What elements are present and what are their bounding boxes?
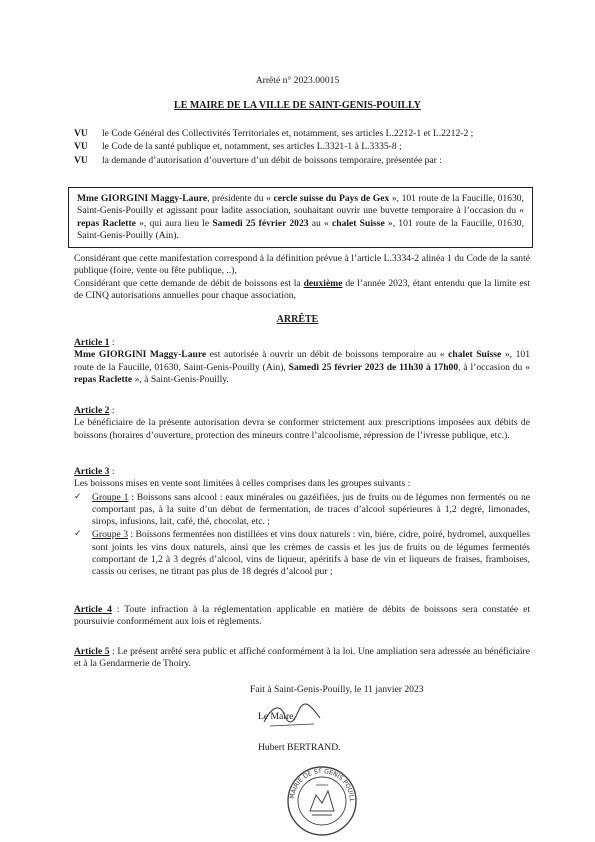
- group-text: : Boissons fermentées non distillées et vins doux naturels : vin, bière, cidre, poiré, hydromel, auxquelles sont joints les vins doux naturels, ainsi que les crèmes de cassis et les jus de fruits ou de légumes fermentés comportant de 1,2 à 3 degrés d’alcool, vins de liqueur, apéritifs à base de vin et liqueurs de fraises, framboises, cassis ou cerises, ne titrant pas plus de 18 degrés d’alcool pur ;: [92, 529, 530, 578]
- stamp-text: MAIRIE DE ST GENIS POUILL: [289, 767, 356, 802]
- place-date: Fait à Saint-Genis-Pouilly, le 11 janvier 2023: [250, 684, 424, 695]
- article-1: Article 1 : Mme GIORGINI Maggy-Laure est autorisée à ouvrir un débit de boissons temporaire au « chalet Suisse », 101 route de la Faucille, 01630, Saint-Genis-Pouilly (Ain), Samedi 25 février 2023 de 11h30 à 17h00, à l’occasion du « repas Raclette », à Saint-Genis-Pouilly.: [74, 337, 530, 385]
- venue-name: chalet Suisse: [331, 217, 385, 229]
- consideration-text: de l’année 2023, étant entendu que la limite est de CINQ autorisations annuelles pour chaque association,: [74, 278, 530, 302]
- requester-name: Mme GIORGINI Maggy-Laure: [77, 193, 208, 204]
- article-title: Article 4: [74, 604, 112, 615]
- requester-text: au «: [308, 217, 332, 229]
- event-datetime: Samedi 25 février 2023 de 11h30 à 17h00: [288, 361, 459, 373]
- article-4: [74, 604, 530, 629]
- requester-box: [68, 187, 533, 248]
- requester-text: », 101 route de la Faucille, 01630, Saint-Genis-Pouilly et agissant pour ladite association, souhaitant ouvrir une buvette temporaire à l’occasion du «: [77, 193, 524, 217]
- consideration-2: [74, 278, 530, 303]
- vu-label: VU: [74, 141, 88, 153]
- article-text: », 101 route de la Faucille, 01630, Saint-Genis-Pouilly (Ain),: [74, 349, 530, 373]
- maire-title: LE MAIRE DE LA VILLE DE SAINT-GENIS-POUILLY: [174, 100, 421, 111]
- article-title: Article 2: [74, 405, 110, 416]
- article-body: Le bénéficiaire de la présente autorisation devra se conformer strictement aux prescriptions imposées aux débits de boissons (horaires d’ouverture, protection des mineurs contre l’alcoolisme, répression de l’ivresse publique, etc.).: [74, 417, 530, 441]
- article-intro: Les boissons mises en vente sont limitées à celles comprises dans les groupes suivants :: [74, 478, 411, 490]
- article-text: , à l’occasion du «: [458, 361, 530, 373]
- vu-text: le Code de la santé publique et, notamment, ses articles L.3321-1 à L.3335-8 ;: [102, 141, 402, 153]
- requester-text: », 101 route de la Faucille, 01630, Saint-Genis-Pouilly (Ain).: [77, 217, 524, 241]
- list-item: [74, 492, 530, 529]
- handwritten-signature: [262, 700, 322, 730]
- ordinal: deuxième: [303, 278, 343, 289]
- article-text: est autorisée à ouvrir un débit de boissons temporaire au «: [206, 349, 449, 361]
- group-name: Groupe 3: [92, 529, 128, 541]
- vu-label: VU: [74, 128, 88, 139]
- requester-text: , présidente du «: [207, 193, 274, 204]
- vu-list: [74, 128, 514, 168]
- group-name: Groupe 1: [92, 491, 129, 503]
- article-5: [74, 646, 530, 671]
- requester-text: », qui aura lieu le: [135, 217, 213, 229]
- arrete-heading: ARRÊTE: [276, 314, 319, 325]
- article-title: Article 1: [74, 337, 110, 348]
- event-name: repas Raclette: [74, 373, 133, 385]
- vu-item: [74, 141, 514, 153]
- event-date: Samedi 25 février 2023: [212, 217, 309, 229]
- check-icon: ✓: [74, 529, 82, 540]
- vu-item: [74, 128, 514, 140]
- svg-text:MAIRIE DE ST GENIS POUILLY: [286, 765, 355, 803]
- article-title: Article 5: [74, 646, 110, 657]
- vu-text: la demande d’autorisation d’ouverture d’un débit de boissons temporaire, présentée par :: [102, 154, 442, 166]
- article-body: : Toute infraction à la réglementation applicable en matière de débits de boissons sera constatée et poursuivie conformément aux lois et règlements.: [74, 604, 530, 628]
- group-text: : Boissons sans alcool : eaux minérales ou gazéifiées, jus de fruits ou de légumes non fermentés ou ne comportant pas, à la suite d’un début de fermentation, de traces d’alcool supérieures à 1,2 degré, limonades, sirops, infusions, lait, café, thé, chocolat, etc. ;: [92, 491, 530, 528]
- signatory-role: Le Maire,: [258, 711, 296, 722]
- consideration-text: Considérant que cette demande de débit de boissons est la: [74, 278, 304, 289]
- article-title: Article 3: [74, 466, 110, 477]
- group-list: [74, 492, 530, 579]
- association-name: cercle suisse du Pays de Gex: [273, 193, 390, 204]
- article-body: [74, 349, 530, 386]
- consideration-1: Considérant que cette manifestation correspond à la définition prévue à l’article L.3334-2 alinéa 1 du Code de la santé publique (foire, vente ou fête publique, ..),: [74, 253, 530, 277]
- list-item: [74, 529, 530, 578]
- vu-item: [74, 155, 514, 167]
- arrete-number: Arrêté n° 2023.00015: [255, 75, 340, 86]
- vu-label: VU: [74, 154, 88, 166]
- beneficiary-name: Mme GIORGINI Maggy-Laure: [74, 349, 207, 361]
- mairie-stamp: [286, 765, 358, 837]
- event-name: repas Raclette: [77, 217, 136, 229]
- venue-name: chalet Suisse: [448, 349, 502, 361]
- article-text: », à Saint-Genis-Pouilly.: [132, 373, 229, 385]
- vu-text: le Code Général des Collectivités Territoriales et, notamment, ses articles L.2212-1 et L.2212-2 ;: [102, 128, 474, 139]
- article-2: Article 2 : Le bénéficiaire de la présente autorisation devra se conformer strictement aux prescriptions imposées aux débits de boissons (horaires d’ouverture, protection des mineurs contre l’alcoolisme, répression de l’ivresse publique, etc.).: [74, 405, 530, 441]
- article-3: Article 3 : Les boissons mises en vente sont limitées à celles comprises dans les groupes suivants : ✓ Groupe 1 : Boissons sans alcool : eaux minérales ou gazéifiées, jus de fruits ou de légumes non fermentés ou ne comportant pas, à la suite d’un début de fermentation, de traces d’alcool supérieures à 1,2 degré, limonades, sirops, infusions, lait, café, thé, chocolat, etc. ; ✓ Groupe 3 : Boissons fermentées non distillées et vins doux naturels : vin, bière, cidre, poiré, hydromel, auxquelles sont joints les vins doux naturels, ainsi que les crèmes de cassis et les jus de fruits ou de légumes fermentés comportant de 1,2 à 3 degrés d’alcool, vins de liqueur, apéritifs à base de vin et liqueurs de fraises, framboises, cassis ou cerises, ne titrant pas plus de 18 degrés d’alcool pur ;: [74, 466, 530, 578]
- signatory-name: Hubert BERTRAND.: [258, 742, 341, 753]
- article-body: : Le présent arrêté sera public et affiché conformément à la loi. Une ampliation sera adressée au bénéficiaire et à la Gendarmerie de Thoiry.: [74, 646, 530, 670]
- check-icon: ✓: [74, 491, 82, 502]
